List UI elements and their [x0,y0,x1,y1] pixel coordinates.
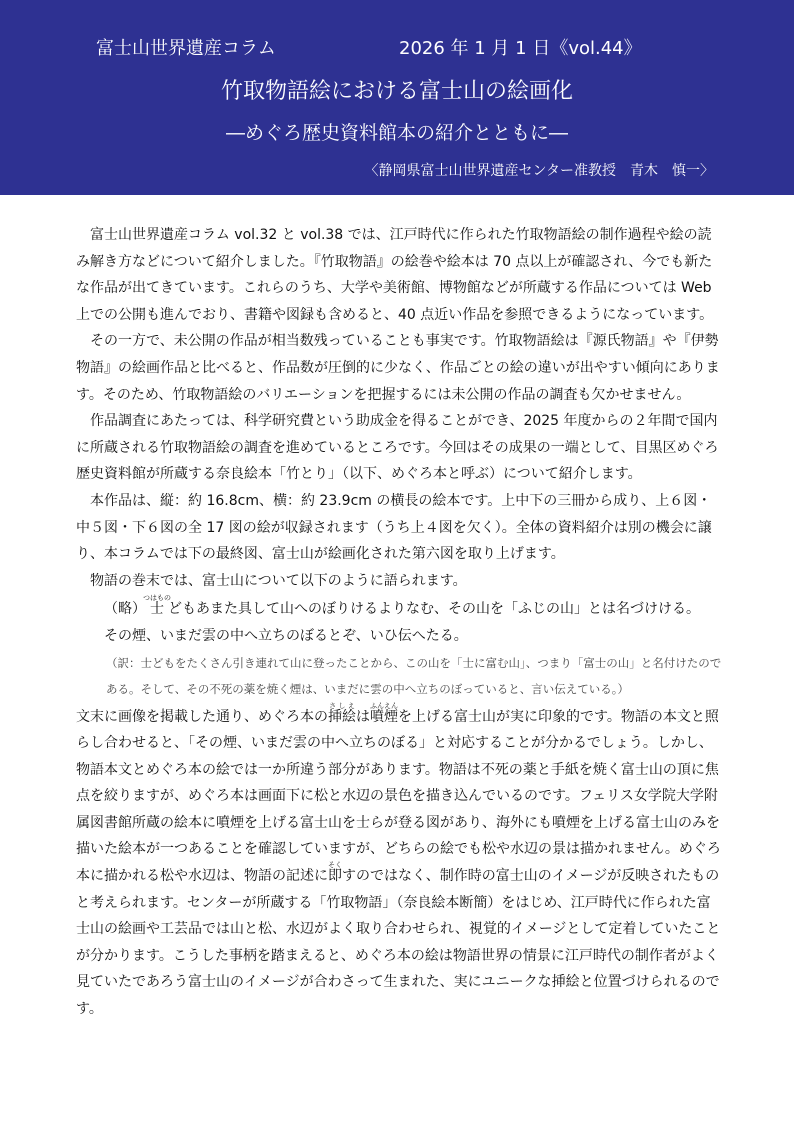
ruby-fun-en: 噴煙ふんえん [370,701,398,725]
article-body [76,222,722,1023]
ruby-sashie: 挿絵さしえ [328,701,356,725]
paragraph-5: 物語の巻末では、富士山について以下のように語られます。 [90,572,467,589]
quote-prefix: （略） [104,601,146,618]
issue-date: 2026 年 1 月 1 日《vol.44》 [399,38,642,59]
article-title: 竹取物語絵における富士山の絵画化 [220,79,573,104]
quote-line-2: その煙、いまだ雲の中へ立ちのぼるとぞ、いひ伝へたる。 [104,627,468,644]
quote-text-1: どもあまた具して山へのぼりけるよりなむ、その山を「ふじの山」とは名づけける。 [168,601,700,618]
paragraph-3: 作品調査にあたっては、科学研究費という助成金を得ることができ、2025 年度からの２年間で国内に所蔵される竹取物語絵の調査を進めているところです。今回はその成果の一端として、目黒区めぐろ歴史資料館が所蔵する奈良絵本「竹とり」（以下、めぐろ本と呼ぶ）について紹介します。 [76,413,719,483]
column-series-title: 富士山世界遺産コラム [96,38,276,59]
paragraph-1: 富士山世界遺産コラム vol.32 と vol.38 では、江戸時代に作られた竹取物語絵の制作過程や絵の読み解き方などについて紹介しました。『竹取物語』の絵巻や絵本は 70 点以上が確認され、今でも新たな作品が出てきています。これらのうち、大学や美術館、博物館などが所蔵する作品については Web 上での公開も進んでおり、書籍や図録も含めると、40 点近い作品を参照できるようになっています。 [76,227,714,323]
paragraph-6: 文末に画像を掲載した通り、めぐろ本の挿絵さしえは噴煙ふんえんを上げる富士山が実に印象的です。物語の本文と照らし合わせると、「その煙、いまだ雲の中へ立ちのぼる」と対応することが分かるでしょう。しかし、物語本文とめぐろ本の絵では一か所違う部分があります。物語は不死の薬と手紙を焼く富士山の頂に焦点を絞りますが、めぐろ本は画面下に松と水辺の景色を描き込んでいるのです。フェリス女学院大学附属図書館所蔵の絵本に噴煙を上げる富士山を士らが登る図があり、海外にも噴煙を上げる富士山のみを描いた絵本が一つあることを確認していますが、どちらの絵でも松や水辺の景は描かれません。めぐろ本に描かれる松や水辺は、物語の記述に即そくすのではなく、制作時の富士山のイメージが反映されたものと考えられます。センターが所蔵する「竹取物語」（奈良絵本断簡）をはじめ、江戸時代に作られた富士山の絵画や工芸品では山と松、水辺がよく取り合わせられ、視覚的イメージとして定着していたことが分かります。こうした事柄を踏まえると、めぐろ本の絵は物語世界の情景に江戸時代の制作者がよく見ていたであろう富士山のイメージが合わさって生まれた、実にユニークな挿絵と位置づけられるのです。 [76,701,721,1018]
quote-line-1 [76,594,722,623]
ruby-soku: 即そく [328,861,342,885]
translation-note: （訳：士どもをたくさん引き連れて山に登ったことから、この山を「士に富む山」、つまり「富士の山」と名付けたのである。そして、その不死の薬を焼く煙は、いまだに雲の中へ立ちのぼっていると、言い伝えている。） [106,655,722,696]
paragraph-4: 本作品は、縦：約 16.8cm、横：約 23.9cm の横長の絵本です。上中下の三冊から成り、上６図・中５図・下６図の全 17 図の絵が収録されます（うち上４図を欠く）。全体の資料紹介は別の機会に譲り、本コラムでは下の最終図、富士山が絵画化された第六図を取り上げます。 [76,492,712,563]
ruby-tsuhamono: 士つはもの [143,594,171,618]
paragraph-2: その一方で、未公開の作品が相当数残っていることも事実です。竹取物語絵は『源氏物語』や『伊勢物語』の絵画作品と比べると、作品数が圧倒的に少なく、作品ごとの絵の違いが出やすい傾向にあります。そのため、竹取物語絵のバリエーションを把握するには未公開の作品の調査も欠かせません。 [76,333,720,403]
header-banner [0,0,794,195]
author-line: 〈静岡県富士山世界遺産センター准教授 青木 慎一〉 [364,163,714,179]
article-subtitle: ―めぐろ歴史資料館本の紹介とともに― [225,122,568,144]
